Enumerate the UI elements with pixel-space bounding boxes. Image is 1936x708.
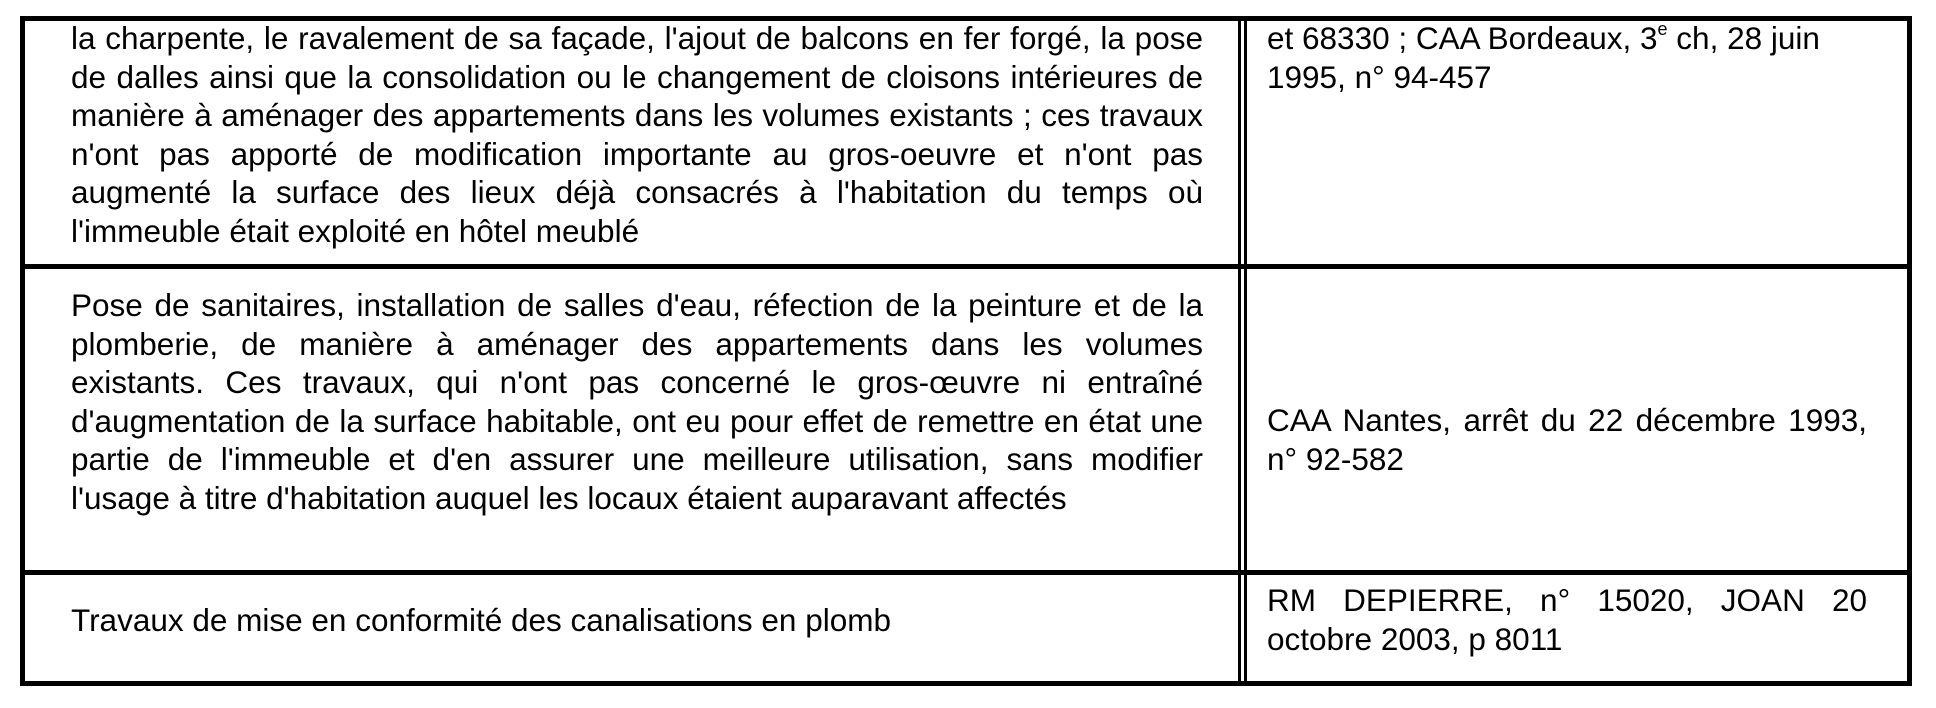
reference-cell bbox=[1267, 575, 1867, 681]
works-cell bbox=[71, 21, 1203, 264]
reference-cell bbox=[1267, 21, 1867, 264]
column-divider bbox=[1238, 269, 1247, 570]
column-divider bbox=[1238, 575, 1247, 681]
column-divider bbox=[1238, 21, 1247, 264]
reference-text: CAA Nantes, arrêt du 22 décembre 1993, n° 92-582 bbox=[1267, 402, 1867, 477]
reference-text-start: et 68330 ; CAA Bordeaux, 3 bbox=[1267, 20, 1658, 56]
works-text: Travaux de mise en conformité des canalisations en plomb bbox=[71, 602, 891, 638]
reference-text bbox=[1267, 19, 1867, 96]
works-text: la charpente, le ravalement de sa façade, l'ajout de balcons en fer forgé, la pose de dalles ainsi que la consolidation ou le changement de cloisons intérieures de manière à aménager des appartements dans les volumes existants ; ces travaux n'ont pas apporté de modification importante au gros-oeuvre et n'ont pas augmenté la surface des lieux déjà consacrés à l'habitation du temps où l'immeuble était exploité en hôtel meublé bbox=[71, 20, 1203, 249]
table-row bbox=[25, 575, 1907, 681]
works-text: Pose de sanitaires, installation de salles d'eau, réfection de la peinture et de la plomberie, de manière à aménager des appartements dans les volumes existants. Ces travaux, qui n'ont pas concerné le gros-œuvre ni entraîné d'augmentation de la surface habitable, ont eu pour effet de remettre en état une partie de l'immeuble et d'en assurer une meilleure utilisation, sans modifier l'usage à titre d'habitation auquel les locaux étaient auparavant affectés bbox=[71, 287, 1203, 516]
table-row bbox=[25, 21, 1907, 269]
table-row bbox=[25, 269, 1907, 575]
reference-cell bbox=[1267, 269, 1867, 570]
jurisprudence-table bbox=[20, 16, 1912, 686]
works-cell bbox=[71, 269, 1203, 570]
reference-text: RM DEPIERRE, n° 15020, JOAN 20 octobre 2003, p 8011 bbox=[1267, 582, 1867, 657]
reference-text-end: ch, 28 juin 1995, n° 94-457 bbox=[1267, 20, 1820, 95]
works-cell bbox=[71, 575, 1203, 681]
reference-superscript: e bbox=[1657, 19, 1668, 39]
